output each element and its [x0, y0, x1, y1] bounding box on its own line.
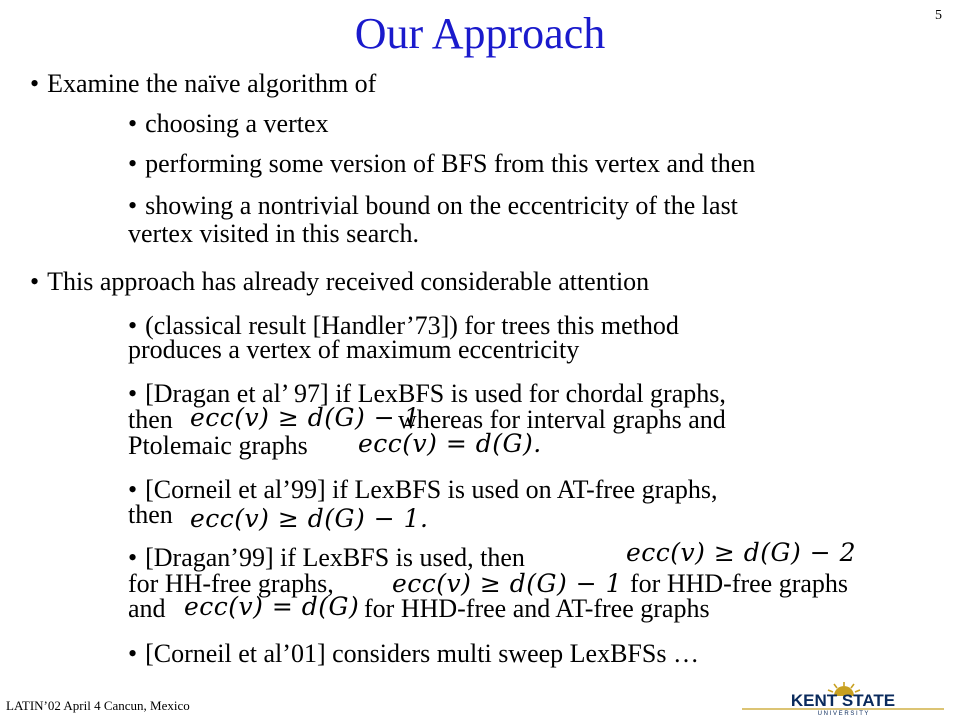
bullet-dragan99-hhd: for HHD-free graphs [630, 569, 849, 598]
bullet-dragan99 [128, 544, 525, 572]
formula-ecc-ge-d-minus-1-b: ecc(v) ≥ d(G) − 1 [392, 569, 622, 598]
bullet-text: [Corneil et al’99] if LexBFS is used on AT-free graphs, [145, 475, 718, 504]
bullet-marker: • [128, 543, 138, 572]
bullet-corneil01 [128, 640, 699, 668]
formula-ecc-ge-d-minus-1-dot: ecc(v) ≥ d(G) − 1. [190, 504, 429, 533]
logo-sub-text: U N I V E R S I T Y [817, 711, 869, 716]
bullet-text: performing some version of BFS from this vertex and then [145, 149, 756, 178]
bullet-performing [128, 150, 755, 178]
bullet-marker: • [128, 191, 138, 220]
bullet-dragan99-hh: for HH-free graphs, [128, 569, 334, 598]
bullet-text: [Dragan et al’ 97] if LexBFS is used for chordal graphs, [145, 379, 726, 408]
bullet-dragan99-atfree: for HHD-free and AT-free graphs [364, 594, 710, 623]
bullet-showing [128, 192, 738, 220]
bullet-text: (classical result [Handler’73]) for trees this method [145, 311, 679, 340]
footer-text: LATIN’02 April 4 Cancun, Mexico [6, 698, 190, 713]
bullet-text: [Corneil et al’01] considers multi sweep LexBFSs … [145, 639, 699, 668]
formula-ecc-ge-d-minus-1: ecc(v) ≥ d(G) − 1 [190, 403, 420, 432]
bullet-corneil99 [128, 476, 718, 504]
bullet-marker: • [30, 69, 40, 98]
bullet-examine [30, 70, 376, 98]
bullet-marker: • [128, 311, 138, 340]
logo-main-text: KENT STATE [790, 691, 896, 710]
bullet-dragan99-and: and [128, 594, 166, 623]
bullet-marker: • [128, 149, 138, 178]
bullet-corneil99-then: then [128, 500, 173, 529]
bullet-dragan97-then: then [128, 405, 173, 434]
bullet-text: [Dragan’99] if LexBFS is used, then [145, 543, 525, 572]
formula-ecc-eq-d-b: ecc(v) = d(G) [184, 592, 360, 621]
kent-state-logo [738, 682, 948, 716]
bullet-approach [30, 268, 649, 296]
formula-ecc-eq-d: ecc(v) = d(G). [358, 429, 542, 458]
bullet-dragan97-whereas: whereas for interval graphs and [398, 405, 726, 434]
bullet-text: showing a nontrivial bound on the eccentricity of the last [145, 191, 738, 220]
bullet-text: Examine the naïve algorithm of [47, 69, 377, 98]
slide-title: Our Approach [354, 9, 606, 58]
bullet-showing-cont: vertex visited in this search. [128, 219, 419, 248]
bullet-marker: • [128, 379, 138, 408]
bullet-marker: • [128, 109, 138, 138]
bullet-marker: • [128, 475, 138, 504]
bullet-dragan97-ptolemaic: Ptolemaic graphs [128, 431, 308, 460]
bullet-marker: • [30, 267, 40, 296]
bullet-handler-cont: produces a vertex of maximum eccentricity [128, 335, 580, 364]
bullet-text: This approach has already received considerable attention [47, 267, 650, 296]
bullet-choosing [128, 110, 329, 138]
bullet-marker: • [128, 639, 138, 668]
formula-ecc-ge-d-minus-2: ecc(v) ≥ d(G) − 2 [626, 538, 856, 567]
page-number: 5 [935, 8, 942, 23]
bullet-text: choosing a vertex [145, 109, 329, 138]
